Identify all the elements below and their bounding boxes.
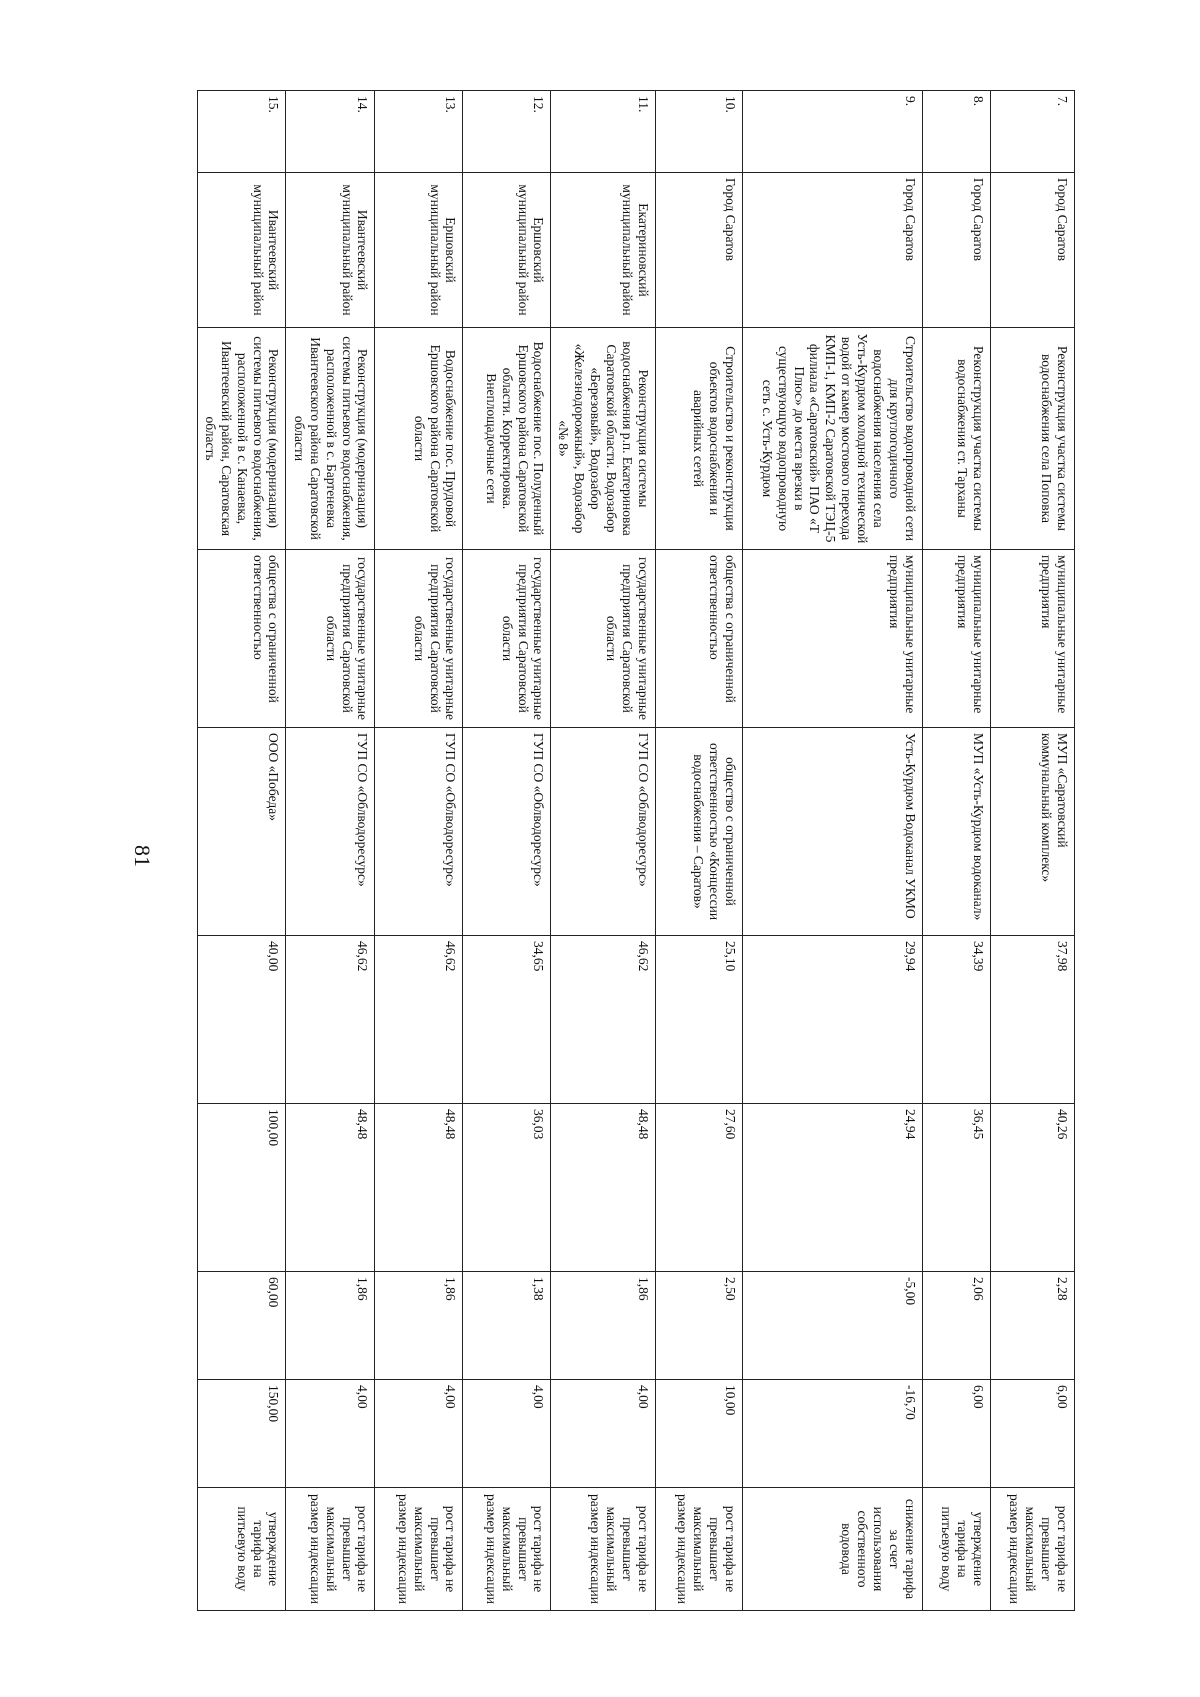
row-number: 15. <box>197 91 286 173</box>
project-cell: Водоснабжение пос. Прудовой Ершовского района Саратовской области <box>375 328 463 550</box>
value-2-cell: 27,60 <box>656 1104 743 1272</box>
value-1-cell: 25,10 <box>656 936 743 1104</box>
tariff-table-wrapper <box>200 90 1075 1610</box>
district-cell: Город Саратов <box>656 173 743 328</box>
value-4-cell: 4,00 <box>286 1380 375 1488</box>
note-cell: рост тарифа не превышает максимальный размер индексации <box>463 1488 551 1611</box>
table-row <box>656 91 743 1611</box>
value-3-cell: 2,50 <box>656 1272 743 1380</box>
value-3-cell: 1,86 <box>551 1272 656 1380</box>
row-number: 9. <box>743 91 923 173</box>
value-4-cell: -16,70 <box>743 1380 923 1488</box>
note-cell: снижение тарифа за счет использования собственного водовода <box>743 1488 923 1611</box>
row-number: 11. <box>551 91 656 173</box>
tariff-table <box>197 90 1075 1611</box>
table-row <box>743 91 923 1611</box>
value-1-cell: 34,65 <box>463 936 551 1104</box>
row-number: 8. <box>923 91 991 173</box>
project-cell: Реконструкция (модернизация) системы питьевого водоснабжения, расположенной в с. Бартеневка Ивантеевского района Саратовской области <box>286 328 375 550</box>
org-name-cell: МУП «Усть-Курдюм водоканал» <box>923 728 991 936</box>
district-cell: Город Саратов <box>991 173 1075 328</box>
value-4-cell: 6,00 <box>991 1380 1075 1488</box>
org-type-cell: муниципальные унитарные предприятия <box>991 550 1075 728</box>
project-cell: Строительство водопроводной сети для круглогодичного водоснабжения населения села Усть-Курдюм холодной технической водой от камер мостового перехода КМП-1, КМП-2 Саратовской ТЭЦ-5 филиала «Саратовский» ПАО «Т Плюс» до места врезки в существующую водопроводную сеть с. Усть-Курдюм <box>743 328 923 550</box>
org-name-cell: ГУП СО «Облводоресурс» <box>551 728 656 936</box>
value-3-cell: 60,00 <box>197 1272 286 1380</box>
district-cell: Город Саратов <box>923 173 991 328</box>
value-1-cell: 37,98 <box>991 936 1075 1104</box>
value-2-cell: 40,26 <box>991 1104 1075 1272</box>
note-cell: рост тарифа не превышает максимальный размер индексации <box>286 1488 375 1611</box>
value-4-cell: 6,00 <box>923 1380 991 1488</box>
value-2-cell: 36,03 <box>463 1104 551 1272</box>
value-3-cell: 1,86 <box>375 1272 463 1380</box>
district-cell: Ершовский муниципальный район <box>463 173 551 328</box>
value-4-cell: 10,00 <box>656 1380 743 1488</box>
org-name-cell: Усть-Курдюм Водоканал УКМО <box>743 728 923 936</box>
table-row <box>463 91 551 1611</box>
value-1-cell: 34,39 <box>923 936 991 1104</box>
value-3-cell: 1,38 <box>463 1272 551 1380</box>
note-cell: рост тарифа не превышает максимальный размер индексации <box>656 1488 743 1611</box>
table-row <box>286 91 375 1611</box>
table-row <box>551 91 656 1611</box>
row-number: 10. <box>656 91 743 173</box>
org-type-cell: муниципальные унитарные предприятия <box>923 550 991 728</box>
note-cell: рост тарифа не превышает максимальный размер индексации <box>991 1488 1075 1611</box>
project-cell: Реконструкция системы водоснабжения р.п. Екатериновка Саратовской области. Водозабор «Березовый», Водозабор «Железнодорожный», Водозабор «№ 8» <box>551 328 656 550</box>
district-cell: Город Саратов <box>743 173 923 328</box>
org-type-cell: государственные унитарные предприятия Саратовской области <box>375 550 463 728</box>
org-name-cell: ГУП СО «Облводоресурс» <box>463 728 551 936</box>
org-name-cell: МУП «Саратовский коммунальный комплекс» <box>991 728 1075 936</box>
note-cell: рост тарифа не превышает максимальный размер индексации <box>375 1488 463 1611</box>
value-4-cell: 4,00 <box>551 1380 656 1488</box>
value-2-cell: 48,48 <box>286 1104 375 1272</box>
district-cell: Ивантеевский муниципальный район <box>286 173 375 328</box>
row-number: 14. <box>286 91 375 173</box>
value-2-cell: 24,94 <box>743 1104 923 1272</box>
table-row <box>991 91 1075 1611</box>
row-number: 13. <box>375 91 463 173</box>
org-type-cell: общества с ограниченной ответственностью <box>656 550 743 728</box>
district-cell: Екатериновский муниципальный район <box>551 173 656 328</box>
value-2-cell: 100,00 <box>197 1104 286 1272</box>
org-name-cell: ГУП СО «Облводоресурс» <box>286 728 375 936</box>
value-1-cell: 46,62 <box>286 936 375 1104</box>
value-1-cell: 46,62 <box>375 936 463 1104</box>
value-2-cell: 36,45 <box>923 1104 991 1272</box>
page-number: 81 <box>130 845 155 867</box>
org-type-cell: государственные унитарные предприятия Саратовской области <box>286 550 375 728</box>
project-cell: Водоснабжение пос. Полуденный Ершовского района Саратовской области. Корректировка. Внеплощадочные сети <box>463 328 551 550</box>
org-name-cell: ООО «Победа» <box>197 728 286 936</box>
org-name-cell: ГУП СО «Облводоресурс» <box>375 728 463 936</box>
project-cell: Реконструкция участка системы водоснабжения ст. Тарханы <box>923 328 991 550</box>
value-3-cell: 1,86 <box>286 1272 375 1380</box>
org-type-cell: государственные унитарные предприятия Саратовской области <box>463 550 551 728</box>
value-3-cell: 2,28 <box>991 1272 1075 1380</box>
project-cell: Реконструкция (модернизация) системы питьевого водоснабжения, расположенной в с. Канаевка, Ивантеевский район, Саратовская область <box>197 328 286 550</box>
value-1-cell: 40,00 <box>197 936 286 1104</box>
note-cell: рост тарифа не превышает максимальный размер индексации <box>551 1488 656 1611</box>
project-cell: Реконструкция участка системы водоснабжения села Поповка <box>991 328 1075 550</box>
org-name-cell: общество с ограниченной ответственностью «Концессии водоснабжения – Саратов» <box>656 728 743 936</box>
value-4-cell: 4,00 <box>375 1380 463 1488</box>
district-cell: Ершовский муниципальный район <box>375 173 463 328</box>
org-type-cell: общества с ограниченной ответственностью <box>197 550 286 728</box>
value-4-cell: 4,00 <box>463 1380 551 1488</box>
project-cell: Строительство и реконструкция объектов водоснабжения и аварийных сетей <box>656 328 743 550</box>
value-2-cell: 48,48 <box>375 1104 463 1272</box>
row-number: 7. <box>991 91 1075 173</box>
org-type-cell: муниципальные унитарные предприятия <box>743 550 923 728</box>
value-3-cell: 2,06 <box>923 1272 991 1380</box>
org-type-cell: государственные унитарные предприятия Саратовской области <box>551 550 656 728</box>
value-1-cell: 46,62 <box>551 936 656 1104</box>
note-cell: утверждение тарифа на питьевую воду <box>923 1488 991 1611</box>
table-row <box>197 91 286 1611</box>
value-4-cell: 150,00 <box>197 1380 286 1488</box>
table-row <box>923 91 991 1611</box>
value-2-cell: 48,48 <box>551 1104 656 1272</box>
value-1-cell: 29,94 <box>743 936 923 1104</box>
note-cell: утверждение тарифа на питьевую воду <box>197 1488 286 1611</box>
table-body <box>197 91 1074 1611</box>
value-3-cell: -5,00 <box>743 1272 923 1380</box>
row-number: 12. <box>463 91 551 173</box>
table-row <box>375 91 463 1611</box>
district-cell: Ивантеевский муниципальный район <box>197 173 286 328</box>
